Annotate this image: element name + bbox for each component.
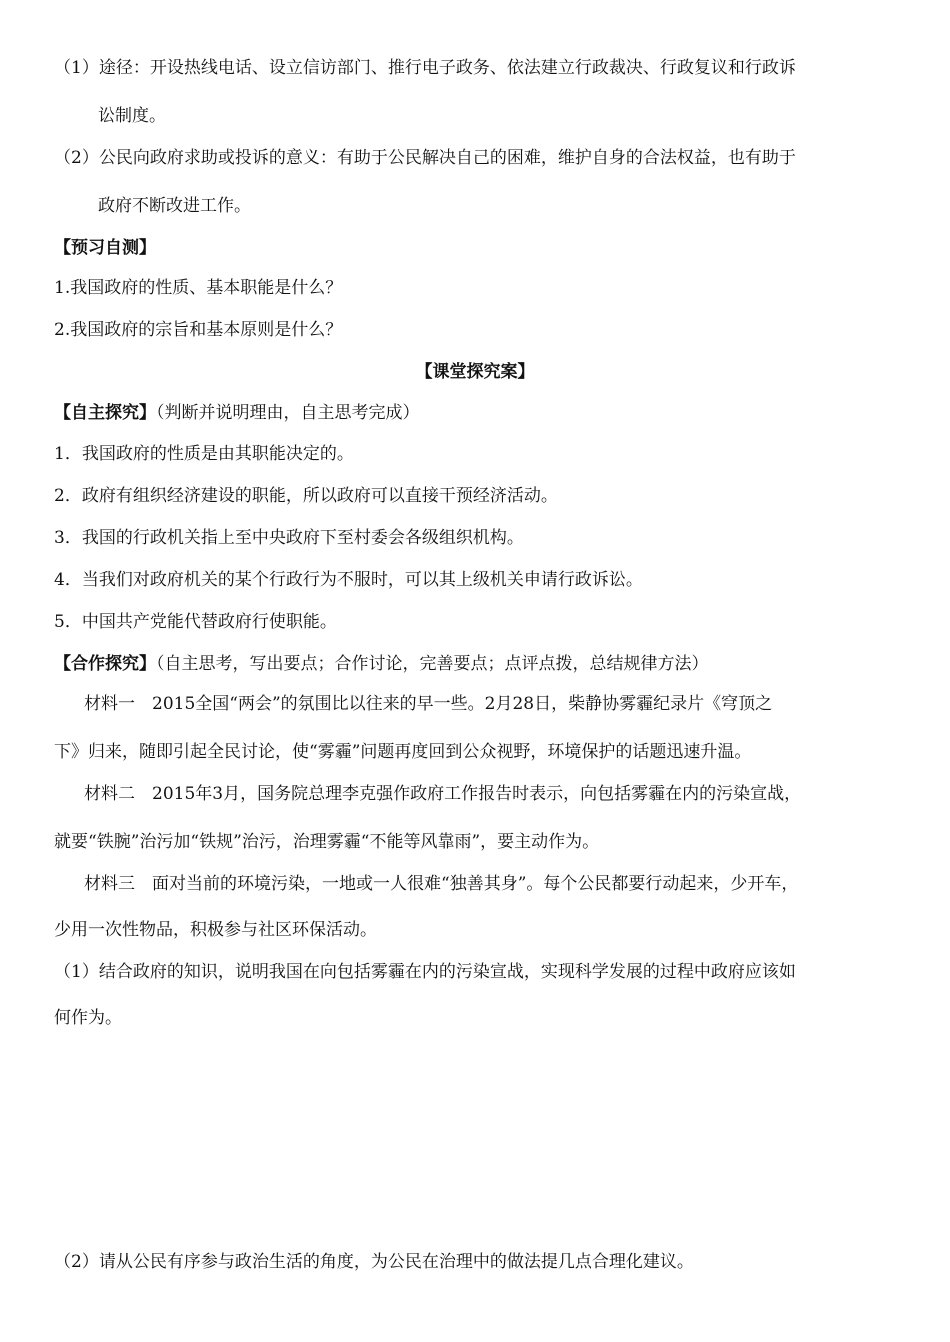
question-2-line-1: （2）请从公民有序参与政治生活的角度，为公民在治理中的做法提几点合理化建议。 <box>54 1252 694 1272</box>
intro-item-1-line-1: （1）途径：开设热线电话、设立信访部门、推行电子政务、依法建立行政裁决、行政复议和行政诉 <box>54 58 796 78</box>
self-inquiry-item-2: 2．政府有组织经济建设的职能，所以政府可以直接干预经济活动。 <box>54 486 558 506</box>
intro-item-2-line-1: （2）公民向政府求助或投诉的意义：有助于公民解决自己的困难，维护自身的合法权益，也有助于 <box>54 148 796 168</box>
self-inquiry-item-3: 3．我国的行政机关指上至中央政府下至村委会各级组织机构。 <box>54 528 524 548</box>
question-1-line-1: （1）结合政府的知识，说明我国在向包括雾霾在内的污染宣战，实现科学发展的过程中政府应该如 <box>54 962 796 982</box>
material-3-line-1: 材料三 面对当前的环境污染，一地或一人很难“独善其身”。每个公民都要行动起来，少开车， <box>84 874 799 894</box>
material-2-line-1: 材料二 2015年3月，国务院总理李克强作政府工作报告时表示，向包括雾霾在内的污染宣战， <box>84 784 802 804</box>
preview-heading: 【预习自测】 <box>54 238 156 258</box>
cooperative-heading: 【合作探究】 <box>54 654 156 674</box>
self-inquiry-item-5: 5．中国共产党能代替政府行使职能。 <box>54 612 337 632</box>
self-inquiry-item-4: 4．当我们对政府机关的某个行政行为不服时，可以其上级机关申请行政诉讼。 <box>54 570 643 590</box>
cooperative-heading-line <box>54 652 709 676</box>
cooperative-note: （自主思考，写出要点；合作讨论，完善要点；点评点拨，总结规律方法） <box>156 654 709 674</box>
self-inquiry-item-1: 1．我国政府的性质是由其职能决定的。 <box>54 444 354 464</box>
intro-item-1-line-2: 讼制度。 <box>98 106 166 126</box>
self-inquiry-note: （判断并说明理由，自主思考完成） <box>156 403 420 423</box>
preview-question-2: 2.我国政府的宗旨和基本原则是什么？ <box>54 320 343 340</box>
self-inquiry-heading-line <box>54 401 420 425</box>
intro-item-2-line-2: 政府不断改进工作。 <box>98 196 251 216</box>
material-1-line-1: 材料一 2015全国“两会”的氛围比以往来的早一些。2月28日，柴静协雾霾纪录片《穹顶之 <box>84 694 773 714</box>
material-3-line-2: 少用一次性物品，积极参与社区环保活动。 <box>54 920 377 940</box>
preview-question-1: 1.我国政府的性质、基本职能是什么？ <box>54 278 343 298</box>
material-1-line-2: 下》归来，随即引起全民讨论，使“雾霾”问题再度回到公众视野，环境保护的话题迅速升温。 <box>54 742 752 762</box>
self-inquiry-heading: 【自主探究】 <box>54 403 156 423</box>
question-1-line-2: 何作为。 <box>54 1008 122 1028</box>
classroom-title: 【课堂探究案】 <box>415 362 535 382</box>
material-2-line-2: 就要“铁腕”治污加“铁规”治污，治理雾霾“不能等风靠雨”，要主动作为。 <box>54 832 600 852</box>
